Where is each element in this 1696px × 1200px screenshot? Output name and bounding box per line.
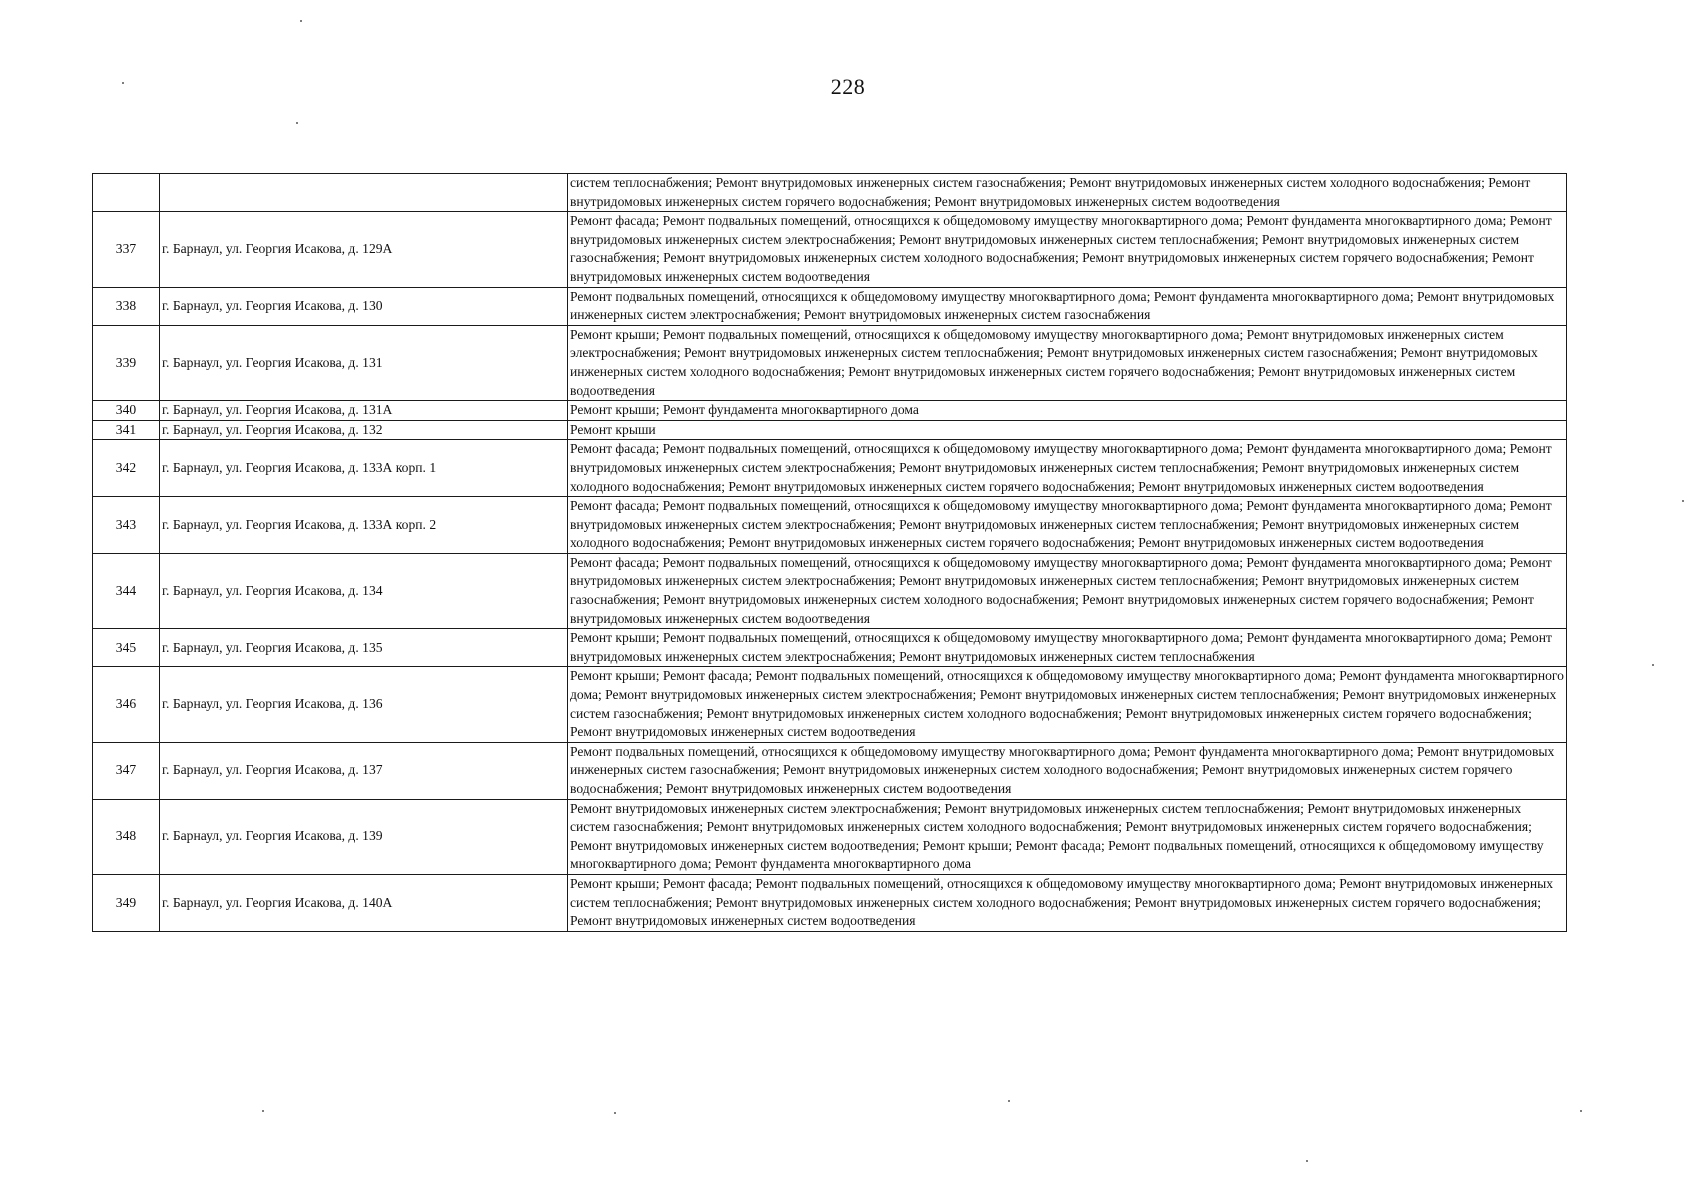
scan-speck <box>1306 1160 1308 1162</box>
works-cell: Ремонт крыши; Ремонт фасада; Ремонт подвальных помещений, относящихся к общедомовому имуществу многоквартирного дома; Ремонт внутридомовых инженерных систем теплоснабжения; Ремонт внутридомовых инженерных систем холодного водоснабжения; Ремонт внутридомовых инженерных систем горячего водоснабжения; Ремонт внутридомовых инженерных систем водоотведения <box>568 874 1567 931</box>
works-cell: Ремонт фасада; Ремонт подвальных помещений, относящихся к общедомовому имуществу многоквартирного дома; Ремонт фундамента многоквартирного дома; Ремонт внутридомовых инженерных систем электроснабжения; Ремонт внутридомовых инженерных систем теплоснабжения; Ремонт внутридомовых инженерных систем газоснабжения; Ремонт внутридомовых инженерных систем холодного водоснабжения; Ремонт внутридомовых инженерных систем горячего водоснабжения; Ремонт внутридомовых инженерных систем водоотведения <box>568 553 1567 628</box>
works-cell: Ремонт крыши; Ремонт подвальных помещений, относящихся к общедомовому имуществу многоквартирного дома; Ремонт фундамента многоквартирного дома; Ремонт внутридомовых инженерных систем электроснабжения; Ремонт внутридомовых инженерных систем теплоснабжения <box>568 629 1567 667</box>
table-row <box>93 742 1567 799</box>
address-cell: г. Барнаул, ул. Георгия Исакова, д. 139 <box>160 799 568 874</box>
table-row <box>93 497 1567 554</box>
row-number-cell: 345 <box>93 629 160 667</box>
works-cell: Ремонт крыши; Ремонт фундамента многоквартирного дома <box>568 401 1567 421</box>
row-number-cell: 347 <box>93 742 160 799</box>
row-number-cell: 340 <box>93 401 160 421</box>
works-cell: Ремонт подвальных помещений, относящихся к общедомовому имуществу многоквартирного дома; Ремонт фундамента многоквартирного дома; Ремонт внутридомовых инженерных систем электроснабжения; Ремонт внутридомовых инженерных систем газоснабжения <box>568 287 1567 325</box>
address-cell: г. Барнаул, ул. Георгия Исакова, д. 140А <box>160 874 568 931</box>
scan-speck <box>1682 500 1684 502</box>
table-body <box>93 174 1567 932</box>
address-cell: г. Барнаул, ул. Георгия Исакова, д. 129А <box>160 212 568 287</box>
works-cell: Ремонт крыши <box>568 420 1567 440</box>
address-cell: г. Барнаул, ул. Георгия Исакова, д. 134 <box>160 553 568 628</box>
table-row <box>93 325 1567 400</box>
scan-speck <box>262 1110 264 1112</box>
table-row <box>93 287 1567 325</box>
works-cell: Ремонт крыши; Ремонт подвальных помещений, относящихся к общедомовому имуществу многоквартирного дома; Ремонт внутридомовых инженерных систем электроснабжения; Ремонт внутридомовых инженерных систем теплоснабжения; Ремонт внутридомовых инженерных систем газоснабжения; Ремонт внутридомовых инженерных систем холодного водоснабжения; Ремонт внутридомовых инженерных систем горячего водоснабжения; Ремонт внутридомовых инженерных систем водоотведения <box>568 325 1567 400</box>
works-cell: Ремонт подвальных помещений, относящихся к общедомовому имуществу многоквартирного дома; Ремонт фундамента многоквартирного дома; Ремонт внутридомовых инженерных систем газоснабжения; Ремонт внутридомовых инженерных систем холодного водоснабжения; Ремонт внутридомовых инженерных систем горячего водоснабжения; Ремонт внутридомовых инженерных систем водоотведения <box>568 742 1567 799</box>
row-number-cell: 349 <box>93 874 160 931</box>
table-row <box>93 440 1567 497</box>
works-cell: Ремонт фасада; Ремонт подвальных помещений, относящихся к общедомовому имуществу многоквартирного дома; Ремонт фундамента многоквартирного дома; Ремонт внутридомовых инженерных систем электроснабжения; Ремонт внутридомовых инженерных систем теплоснабжения; Ремонт внутридомовых инженерных систем холодного водоснабжения; Ремонт внутридомовых инженерных систем горячего водоснабжения; Ремонт внутридомовых инженерных систем водоотведения <box>568 440 1567 497</box>
table-row <box>93 212 1567 287</box>
table-row <box>93 401 1567 421</box>
address-cell: г. Барнаул, ул. Георгия Исакова, д. 130 <box>160 287 568 325</box>
address-cell: г. Барнаул, ул. Георгия Исакова, д. 135 <box>160 629 568 667</box>
works-cell: Ремонт фасада; Ремонт подвальных помещений, относящихся к общедомовому имуществу многоквартирного дома; Ремонт фундамента многоквартирного дома; Ремонт внутридомовых инженерных систем электроснабжения; Ремонт внутридомовых инженерных систем теплоснабжения; Ремонт внутридомовых инженерных систем холодного водоснабжения; Ремонт внутридомовых инженерных систем горячего водоснабжения; Ремонт внутридомовых инженерных систем водоотведения <box>568 497 1567 554</box>
table-row <box>93 553 1567 628</box>
table-row <box>93 874 1567 931</box>
scan-speck <box>1008 1100 1010 1102</box>
row-number-cell: 343 <box>93 497 160 554</box>
row-number-cell: 342 <box>93 440 160 497</box>
address-cell: г. Барнаул, ул. Георгия Исакова, д. 131 <box>160 325 568 400</box>
row-number-cell: 348 <box>93 799 160 874</box>
address-cell: г. Барнаул, ул. Георгия Исакова, д. 137 <box>160 742 568 799</box>
scan-speck <box>1652 664 1654 666</box>
table-row <box>93 629 1567 667</box>
works-cell: Ремонт фасада; Ремонт подвальных помещений, относящихся к общедомовому имуществу многоквартирного дома; Ремонт фундамента многоквартирного дома; Ремонт внутридомовых инженерных систем электроснабжения; Ремонт внутридомовых инженерных систем теплоснабжения; Ремонт внутридомовых инженерных систем газоснабжения; Ремонт внутридомовых инженерных систем холодного водоснабжения; Ремонт внутридомовых инженерных систем горячего водоснабжения; Ремонт внутридомовых инженерных систем водоотведения <box>568 212 1567 287</box>
scan-speck <box>122 82 124 84</box>
works-cell: Ремонт крыши; Ремонт фасада; Ремонт подвальных помещений, относящихся к общедомовому имуществу многоквартирного дома; Ремонт фундамента многоквартирного дома; Ремонт внутридомовых инженерных систем электроснабжения; Ремонт внутридомовых инженерных систем теплоснабжения; Ремонт внутридомовых инженерных систем газоснабжения; Ремонт внутридомовых инженерных систем холодного водоснабжения; Ремонт внутридомовых инженерных систем горячего водоснабжения; Ремонт внутридомовых инженерных систем водоотведения <box>568 667 1567 742</box>
address-cell: г. Барнаул, ул. Георгия Исакова, д. 133А корп. 2 <box>160 497 568 554</box>
table-row <box>93 420 1567 440</box>
row-number-cell: 338 <box>93 287 160 325</box>
scan-speck <box>614 1112 616 1114</box>
table-row <box>93 174 1567 212</box>
row-number-cell: 344 <box>93 553 160 628</box>
row-number-cell: 346 <box>93 667 160 742</box>
address-cell <box>160 174 568 212</box>
table-row <box>93 799 1567 874</box>
address-cell: г. Барнаул, ул. Георгия Исакова, д. 132 <box>160 420 568 440</box>
page-number: 228 <box>830 74 866 99</box>
scan-speck <box>300 20 302 22</box>
scan-speck <box>296 122 298 124</box>
row-number-cell: 337 <box>93 212 160 287</box>
address-cell: г. Барнаул, ул. Георгия Исакова, д. 136 <box>160 667 568 742</box>
row-number-cell: 341 <box>93 420 160 440</box>
scan-speck <box>1580 1110 1582 1112</box>
table-row <box>93 667 1567 742</box>
repair-registry-table <box>92 173 1567 932</box>
address-cell: г. Барнаул, ул. Георгия Исакова, д. 131А <box>160 401 568 421</box>
works-cell: Ремонт внутридомовых инженерных систем электроснабжения; Ремонт внутридомовых инженерных систем теплоснабжения; Ремонт внутридомовых инженерных систем газоснабжения; Ремонт внутридомовых инженерных систем холодного водоснабжения; Ремонт внутридомовых инженерных систем горячего водоснабжения; Ремонт внутридомовых инженерных систем водоотведения; Ремонт крыши; Ремонт фасада; Ремонт подвальных помещений, относящихся к общедомовому имуществу многоквартирного дома; Ремонт фундамента многоквартирного дома <box>568 799 1567 874</box>
row-number-cell: 339 <box>93 325 160 400</box>
row-number-cell <box>93 174 160 212</box>
address-cell: г. Барнаул, ул. Георгия Исакова, д. 133А корп. 1 <box>160 440 568 497</box>
works-cell: систем теплоснабжения; Ремонт внутридомовых инженерных систем газоснабжения; Ремонт внутридомовых инженерных систем холодного водоснабжения; Ремонт внутридомовых инженерных систем горячего водоснабжения; Ремонт внутридомовых инженерных систем водоотведения <box>568 174 1567 212</box>
